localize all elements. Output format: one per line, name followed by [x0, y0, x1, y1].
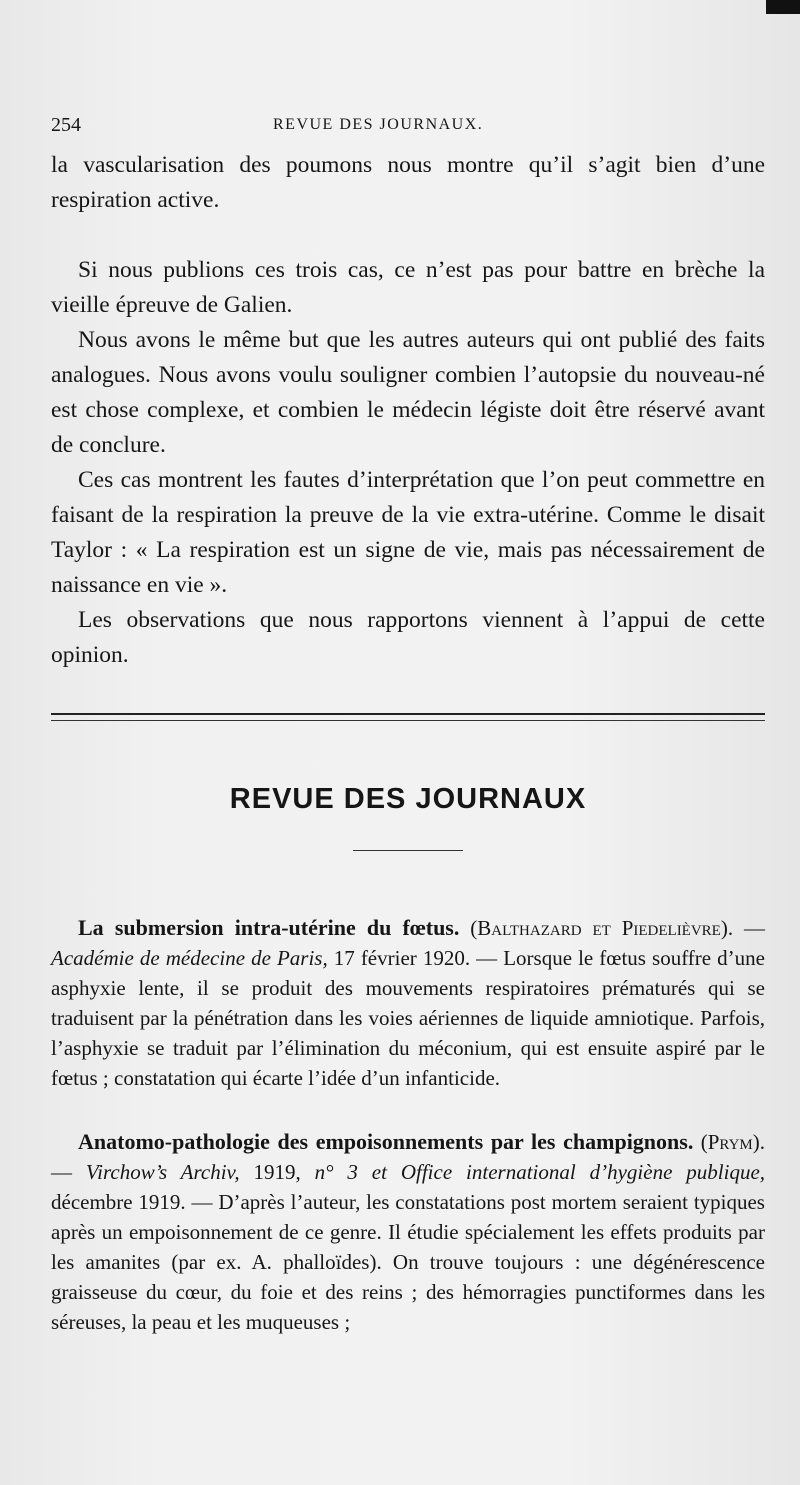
- article-body: — D’après l’auteur, les constatations post mortem seraient typiques après un empoisonnement de ce genre. Il étudie spécialement les effets produits par les amanites (par ex. A. phalloïdes). On trouve toujours : une dégénérescence graisseuse du cœur, du foie et des reins ; des hémorragies punctiformes dans les séreuses, la peau et les muqueuses ;: [51, 1190, 765, 1334]
- article-authors: (Balthazard et Piedelièvre).: [470, 916, 734, 940]
- article-date: décembre 1919.: [51, 1190, 186, 1214]
- separator-dash: —: [51, 1160, 86, 1184]
- running-title: REVUE DES JOURNAUX.: [273, 116, 484, 133]
- page-number: 254: [51, 114, 81, 136]
- paragraph: Nous avons le même but que les autres auteurs qui ont publié des faits analogues. Nous avons voulu souligner combien l’autopsie du nouveau-né est chose complexe, et combien le médecin légiste doit être réservé avant de conclure.: [51, 327, 765, 458]
- section-title: REVUE DES JOURNAUX: [229, 783, 587, 815]
- article-body: — Lorsque le fœtus souffre d’une asphyxie lente, il se produit des mouvements respiratoires prématurés qui se traduisent par la pénétration dans les voies aériennes de liquide amniotique. Parfois, l’asphyxie se traduit par l’élimination du méconium, qui est ensuite aspiré par le fœtus ; constatation qui écarte l’idée d’un infanticide.: [51, 946, 765, 1090]
- article-entry: [51, 913, 765, 1093]
- paragraph: Les observations que nous rapportons viennent à l’appui de cette opinion.: [51, 607, 765, 668]
- short-rule-divider: [353, 850, 463, 851]
- article-entry: [51, 1127, 765, 1337]
- paragraph-gap: [51, 218, 765, 253]
- running-header: [51, 112, 765, 148]
- article-source: Virchow’s Archiv,: [85, 1160, 240, 1184]
- conjunction: et: [357, 1160, 401, 1184]
- page-content: [51, 112, 765, 1358]
- article-source: Académie de médecine de Paris,: [51, 946, 328, 970]
- article-title: La submersion intra-utérine du fœtus.: [78, 915, 460, 940]
- paragraph-continuation: la vascularisation des poumons nous montre qu’il s’agit bien d’une respiration active.: [51, 152, 765, 213]
- scan-corner-mark: [766, 0, 800, 14]
- article-issue: n° 3: [314, 1160, 358, 1184]
- article-title: Anatomo-pathologie des empoisonnements par les champignons.: [78, 1129, 694, 1154]
- paragraph: Si nous publions ces trois cas, ce n’est pas pour battre en brèche la vieille épreuve de Galien.: [51, 257, 765, 318]
- double-rule-divider: [51, 713, 765, 721]
- article-authors: (Prym).: [700, 1130, 765, 1154]
- article-year: 1919,: [239, 1160, 315, 1184]
- paragraph: Ces cas montrent les fautes d’interprétation que l’on peut commettre en faisant de la respiration la preuve de la vie extra-utérine. Comme le disait Taylor : « La respiration est un signe de vie, mais pas nécessairement de naissance en vie ».: [51, 467, 765, 598]
- separator-dash: —: [733, 916, 765, 940]
- article-date: 17 février 1920.: [327, 946, 471, 970]
- article-source-secondary: Office international d’hygiène publique,: [400, 1160, 766, 1184]
